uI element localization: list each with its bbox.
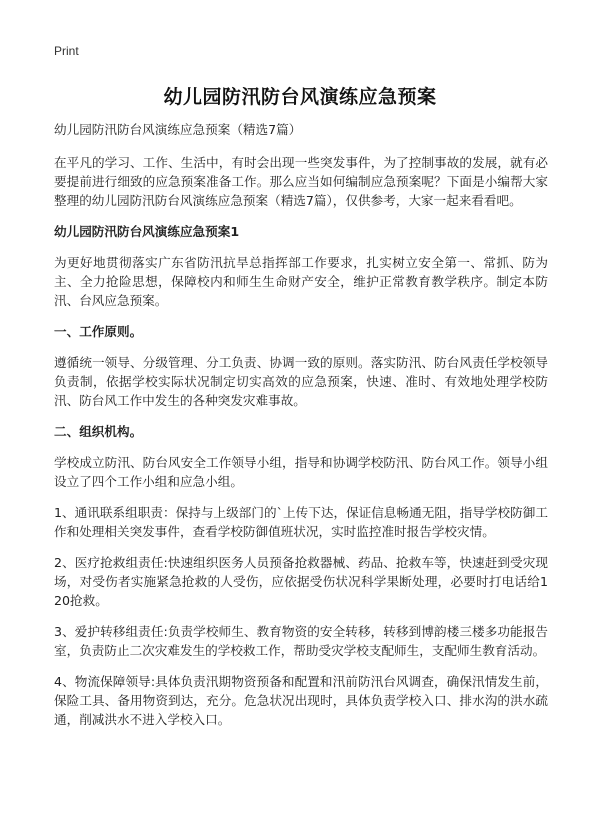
purpose-paragraph: 为更好地贯彻落实广东省防汛抗旱总指挥部工作要求，扎实树立安全第一、常抓、防为主、全力抢险思想，保障校内和师生生命财产安全，维护正常教育教学秩序。制定本防汛、台风应急预案。 bbox=[54, 255, 548, 308]
print-link[interactable]: Print bbox=[54, 44, 79, 58]
organization-paragraph: 学校成立防汛、防台风安全工作领导小组，指导和协调学校防汛、防台风工作。领导小组设立了四个工作小组和应急小组。 bbox=[54, 455, 548, 489]
document-title: 幼儿园防汛防台风演练应急预案 bbox=[163, 86, 437, 108]
heading-organization: 二、组织机构。 bbox=[54, 424, 143, 439]
heading-work-principles: 一、工作原则。 bbox=[54, 324, 143, 339]
list-item-communication: 1、通讯联系组职责：保持与上级部门的`上传下达，保证信息畅通无阻，指导学校防御工作和处理相关突发事件，查看学校防御值班状况，实时监控准时报告学校灾情。 bbox=[54, 505, 548, 539]
intro-paragraph: 在平凡的学习、工作、生活中，有时会出现一些突发事件，为了控制事故的发展，就有必要提前进行细致的应急预案准备工作。那么应当如何编制应急预案呢？下面是小编帮大家整理的幼儿园防汛防台风演练应急预案（精选7篇），仅供参考，大家一起来看看吧。 bbox=[54, 155, 548, 208]
list-item-medical: 2、医疗抢救组责任:快速组织医务人员预备抢救器械、药品、抢救车等，快速赶到受灾现场，对受伤者实施紧急抢救的人受伤，应依据受伤状况科学果断处理，必要时打电话给120抢救。 bbox=[54, 555, 548, 608]
document-subtitle: 幼儿园防汛防台风演练应急预案（精选7篇） bbox=[54, 122, 302, 137]
section-title: 幼儿园防汛防台风演练应急预案1 bbox=[54, 224, 240, 239]
list-item-transfer: 3、爱护转移组责任:负责学校师生、教育物资的安全转移，转移到博韵楼三楼多功能报告室，负责防止二次灾难发生的学校救工作，帮助受灾学校支配师生，支配师生教育活动。 bbox=[54, 624, 548, 658]
list-item-logistics: 4、物流保障领导:具体负责汛期物资预备和配置和汛前防汛台风调查，确保汛情发生前，保险工具、备用物资到达，充分。危急状况出现时，具体负责学校入口、排水沟的洪水疏通，削减洪水不进入学校入口。 bbox=[54, 674, 548, 727]
principles-paragraph: 遵循统一领导、分级管理、分工负责、协调一致的原则。落实防汛、防台风责任学校领导负责制，依据学校实际状况制定切实高效的应急预案，快速、准时、有效地处理学校防汛、防台风工作中发生的各种突发灾难事故。 bbox=[54, 355, 548, 408]
document-body bbox=[54, 120, 548, 741]
